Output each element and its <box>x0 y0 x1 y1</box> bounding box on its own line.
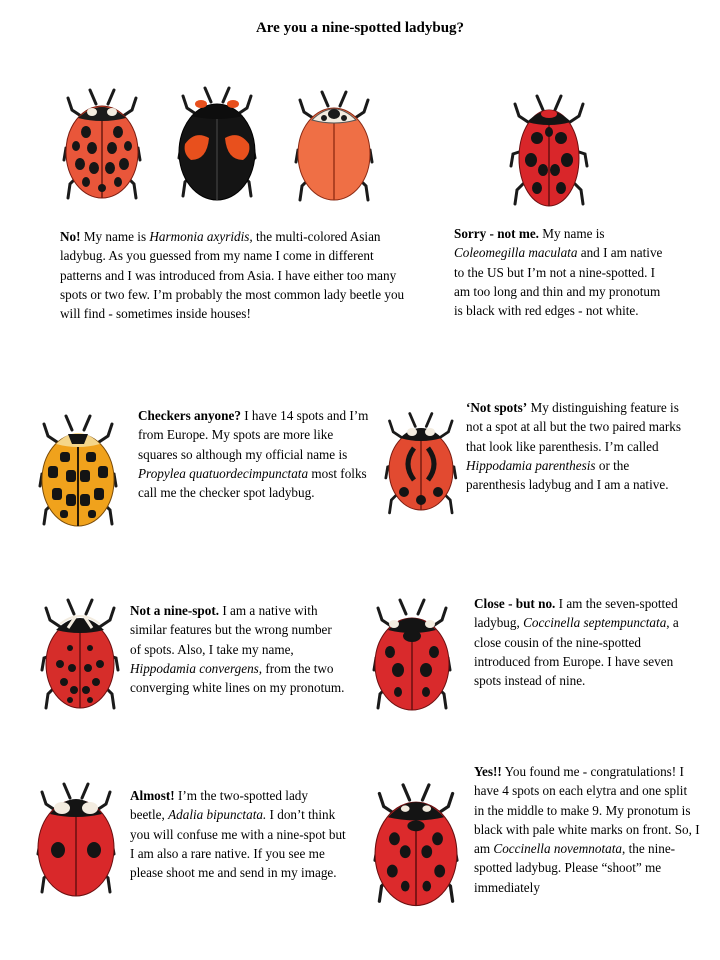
adalia-text-2: I don’t think you will confuse me with a nine-spot but I am also a rare native. If you see me please shoot me and send in my image. <box>130 807 346 881</box>
harmonia-text-2: the multi-colored Asian ladybug. As you guessed from my name I come in different patterns and I was introduced from Asia. I have either too many spots or two few. I’m probably the most common lady beetle you will find - sometimes inside houses! <box>60 229 405 322</box>
coleomegilla-text-1: My name is <box>538 226 605 241</box>
adalia-ladybug-image <box>24 772 128 902</box>
novemnotata-description <box>474 762 700 897</box>
propylea-description <box>138 406 374 502</box>
harmonia-scientific-name: Harmonia axyridis, <box>149 229 253 244</box>
parenthesis-description <box>466 398 688 494</box>
coleomegilla-text-2: and I am native to the US but I’m not a nine-spotted. I am too long and thin and my pronotum is black with red edges - not white. <box>454 245 663 319</box>
coleomegilla-description <box>454 224 664 320</box>
coleomegilla-scientific-name: Coleomegilla maculata <box>454 245 578 261</box>
adalia-description <box>130 786 346 882</box>
novemnotata-lead: Yes!! <box>474 764 502 779</box>
septempunctata-scientific-name: Coccinella septempunctata <box>523 615 667 631</box>
harmonia-description <box>60 227 416 323</box>
harmonia-spotted-ladybug-image <box>52 84 152 206</box>
propylea-scientific-name: Propylea quatuordecimpunctata <box>138 465 309 481</box>
coleomegilla-lead: Sorry - not me. <box>454 226 539 241</box>
convergens-description <box>130 601 346 697</box>
parenthesis-ladybug-image <box>376 408 466 518</box>
novemnotata-ladybug-image <box>360 772 472 912</box>
convergens-ladybug-image <box>30 594 130 716</box>
convergens-lead: Not a nine-spot. <box>130 603 220 618</box>
propylea-lead: Checkers anyone? <box>138 408 241 423</box>
propylea-text-2: most folks call me the checker spot ladybug. <box>138 465 367 501</box>
convergens-text-1: I am a native with similar features but the wrong number of spots. Also, I take my name, <box>130 603 332 657</box>
parenthesis-lead: ‘Not spots’ <box>466 400 528 415</box>
novemnotata-text-2: , the nine-spotted ladybug. Please “shoot” me immediately <box>474 841 676 895</box>
novemnotata-text-1: You found me - congratulations! I have 4 spots on each elytra and one split in the middle to make 9. My pronotum is black with pale white marks on front. So, I am <box>474 764 700 857</box>
parenthesis-text-2: or the parenthesis ladybug and I am a native. <box>466 457 669 493</box>
page-title: Are you a nine-spotted ladybug? <box>255 20 465 36</box>
septempunctata-description <box>474 594 696 690</box>
coleomegilla-ladybug-image <box>503 86 593 214</box>
harmonia-text-1: My name is <box>80 229 150 244</box>
harmonia-black-ladybug-image <box>167 82 267 208</box>
adalia-lead: Almost! <box>130 788 175 803</box>
novemnotata-scientific-name: Coccinella novemnotata <box>493 841 622 857</box>
parenthesis-scientific-name: Hippodamia parenthesis <box>466 457 596 473</box>
septempunctata-ladybug-image <box>362 594 462 718</box>
convergens-scientific-name: Hippodamia convergens, <box>130 660 263 676</box>
parenthesis-text-1: My distinguishing feature is not a spot at all but the two paired marks that look like parenthesis. I’m called <box>466 400 681 454</box>
propylea-text-1: I have 14 spots and I’m from Europe. My spots are more like squares so although my official name is <box>138 408 369 462</box>
propylea-ladybug-image <box>28 410 128 534</box>
septempunctata-lead: Close - but no. <box>474 596 556 611</box>
septempunctata-text-2: , a close cousin of the nine-spotted introduced from Europe. I have seven spots instead of nine. <box>474 615 679 689</box>
adalia-text-1: I’m the two-spotted lady beetle, <box>130 788 308 823</box>
adalia-scientific-name: Adalia bipunctata. <box>168 807 267 823</box>
harmonia-plain-ladybug-image <box>284 86 384 208</box>
convergens-text-2: from the two converging white lines on my pronotum. <box>130 660 345 696</box>
septempunctata-text-1: I am the seven-spotted ladybug, <box>474 596 678 631</box>
harmonia-lead: No! <box>60 229 81 244</box>
